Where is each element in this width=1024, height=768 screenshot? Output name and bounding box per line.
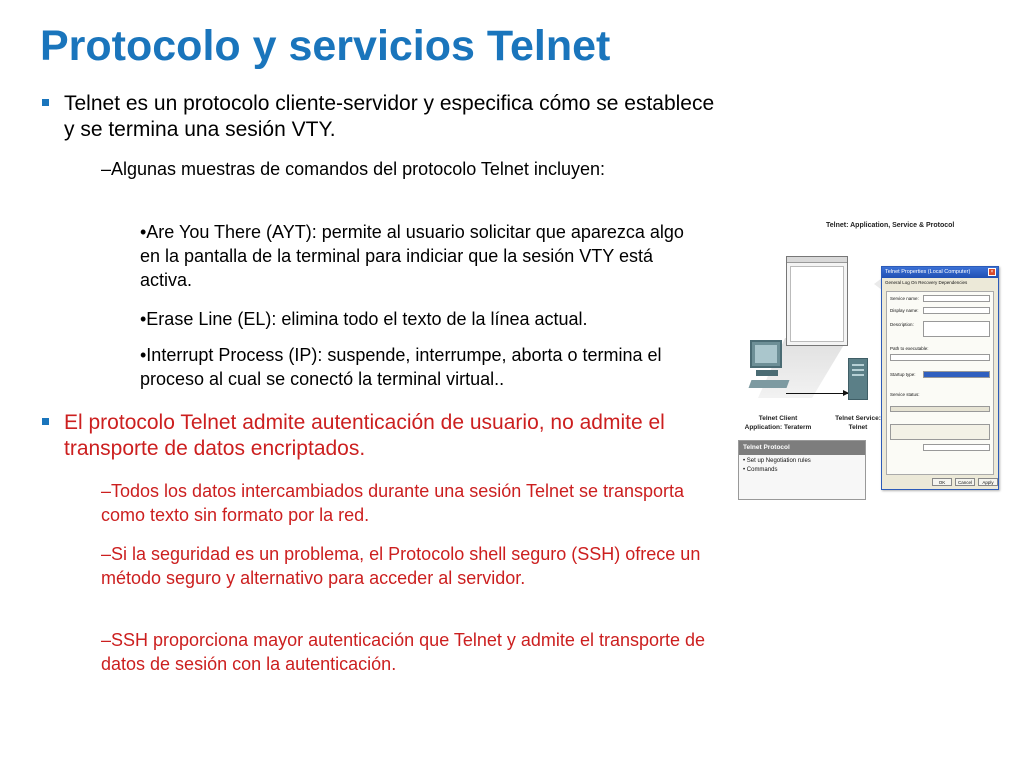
dialog-field: [923, 321, 990, 337]
service-label-line-1: Telnet Service:: [835, 415, 881, 422]
monitor-icon: [786, 256, 848, 346]
square-bullet-icon: [42, 99, 49, 106]
protocol-item-1: • Set up Negotiation rules: [743, 458, 811, 464]
close-icon: ×: [988, 268, 996, 276]
dialog-row-status: Service status:: [890, 392, 920, 397]
square-bullet-icon: [42, 418, 49, 425]
dialog-row-path: Path to executable:: [890, 346, 929, 351]
dialog-row-description: Description:: [890, 322, 914, 327]
command-ayt: •Are You There (AYT): permite al usuario solicitar que aparezca algo en la pantalla de la terminal para indiciar que la sesión VTY está activa.: [140, 222, 684, 290]
dialog-control-buttons: [890, 406, 990, 412]
dialog-row-display-name: Display name:: [890, 308, 919, 313]
startup-select: [923, 371, 990, 378]
bullet-2-text: El protocolo Telnet admite autenticación de usuario, no admite el transporte de datos encriptados.: [64, 411, 665, 460]
client-label-line-1: Telnet Client: [758, 415, 798, 422]
bullet-2-sub-3: –SSH proporciona mayor autenticación que Telnet y admite el transporte de datos de sesión con la autenticación.: [101, 630, 706, 674]
dialog-field: [923, 307, 990, 314]
arrow-icon: [786, 393, 848, 394]
dialog-field: [923, 295, 990, 302]
properties-dialog: [881, 266, 999, 490]
bullet-2: [64, 410, 714, 462]
client-label: [740, 414, 816, 432]
apply-button: Apply: [978, 478, 998, 486]
computer-icon: [750, 340, 790, 398]
command-ip: •Interrupt Process (IP): suspende, interrumpe, aborta o termina el proceso al cual se conectó la terminal virtual..: [140, 345, 662, 389]
bullet-1-text: Telnet es un protocolo cliente-servidor y especifica cómo se establece y se termina una sesión VTY.: [64, 92, 715, 141]
dialog-title-text: Telnet Properties (Local Computer): [885, 269, 971, 275]
protocol-box: [738, 440, 866, 500]
protocol-box-header: Telnet Protocol: [739, 441, 865, 455]
dialog-field: [890, 354, 990, 361]
dialog-note: [890, 424, 990, 440]
figure-title: Telnet: Application, Service & Protocol: [826, 222, 955, 229]
cancel-button: Cancel: [955, 478, 975, 486]
telnet-illustration: [738, 218, 1000, 508]
dialog-field: [923, 444, 990, 451]
bullet-2-sub-2: –Si la seguridad es un problema, el Protocolo shell seguro (SSH) ofrece un método seguro y alternativo para acceder al servidor.: [101, 544, 701, 588]
service-label-line-2: Telnet: [848, 424, 868, 431]
bullet-1-sub: –Algunas muestras de comandos del protocolo Telnet incluyen:: [101, 159, 605, 179]
dialog-body: [886, 291, 994, 475]
dialog-row-startup: Startup type:: [890, 372, 916, 377]
dialog-tabs: General Log On Recovery Dependencies: [885, 280, 968, 285]
bullet-1: [64, 91, 724, 143]
protocol-item-2: • Commands: [743, 467, 778, 473]
page-title: Protocolo y servicios Telnet: [40, 22, 611, 70]
service-label: [830, 414, 886, 432]
client-label-line-2: Application: Teraterm: [744, 424, 812, 431]
ok-button: OK: [932, 478, 952, 486]
dialog-buttons: [886, 478, 994, 487]
server-icon: [848, 358, 868, 400]
dialog-row-service-name: Service name:: [890, 296, 919, 301]
dialog-title: [882, 267, 998, 278]
command-el: •Erase Line (EL): elimina todo el texto de la línea actual.: [140, 309, 588, 329]
bullet-2-sub-1: –Todos los datos intercambiados durante una sesión Telnet se transporta como texto sin formato por la red.: [101, 481, 685, 525]
